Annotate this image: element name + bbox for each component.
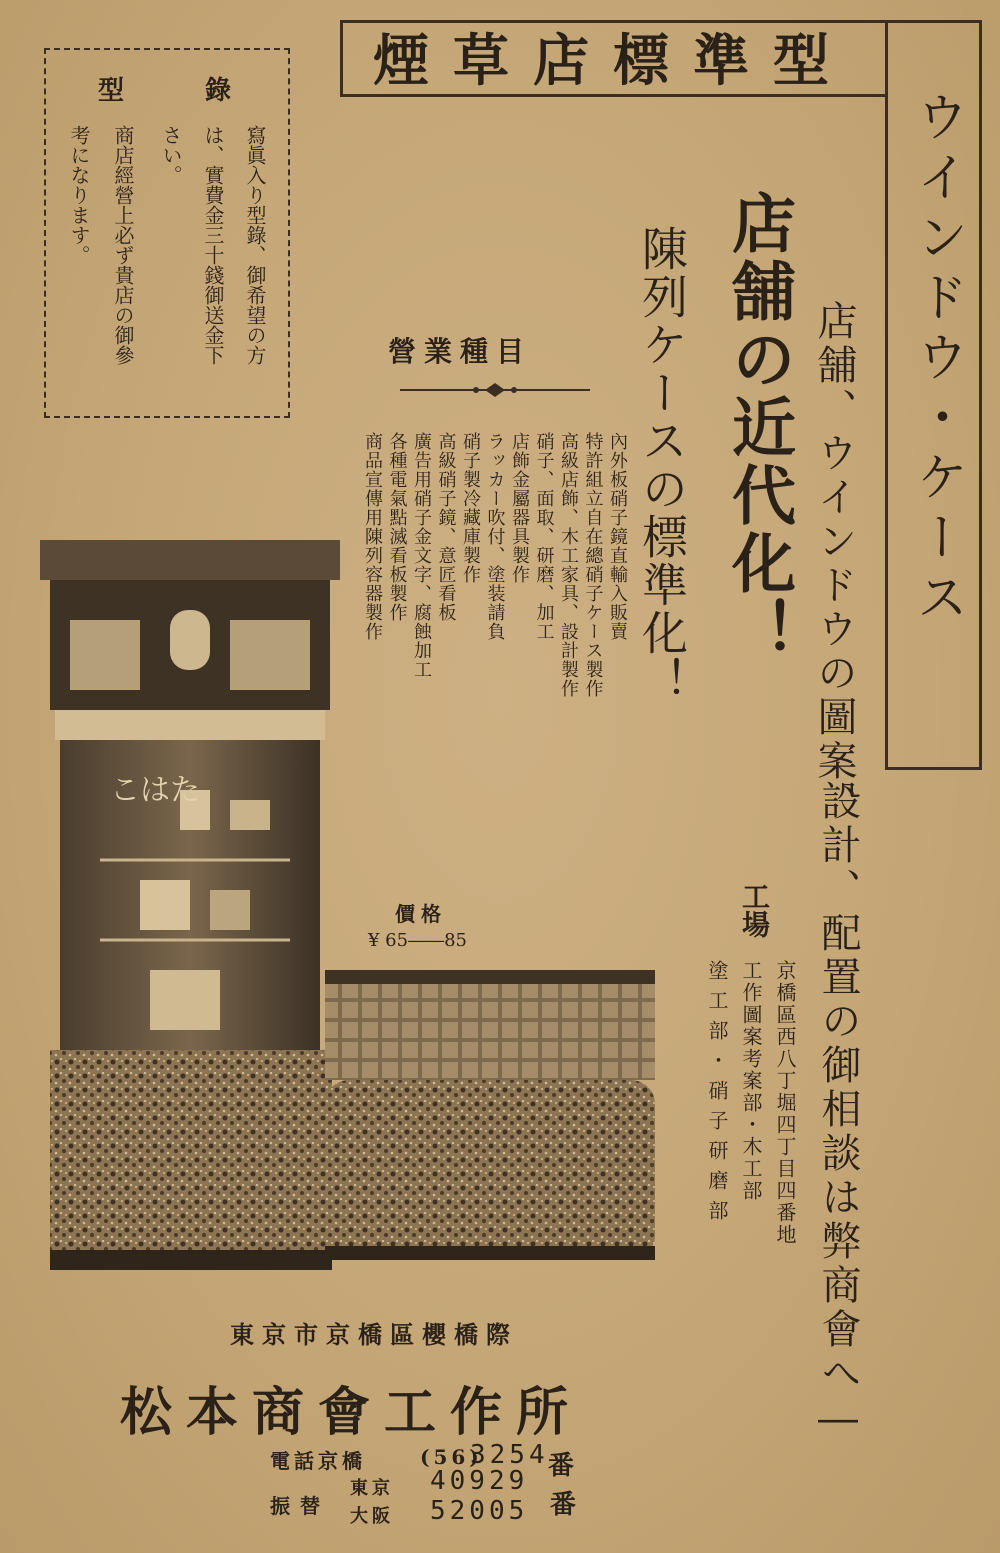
- shop-sign-text: こはた: [110, 773, 200, 808]
- ornament-divider: [400, 378, 590, 402]
- business-item: 商品宣傳用陳列容器製作: [362, 432, 383, 641]
- catalog-line-2: は、實費金三十錢御送金下: [201, 125, 225, 365]
- transfer-number-tokyo: 40929: [430, 1466, 529, 1496]
- transfer-suffix: 番: [550, 1490, 581, 1520]
- phone-suffix: 番: [548, 1451, 579, 1481]
- transfer-city-osaka: 大阪: [350, 1506, 394, 1527]
- business-item: 高級店飾、木工家具、設計製作: [558, 432, 579, 698]
- factory-line-1: 京橋區西八丁堀四丁目四番地: [773, 960, 797, 1246]
- price-value: ¥ 65――85: [368, 930, 467, 951]
- phone-exchange: (56): [420, 1445, 483, 1469]
- catalog-heading-2: 錄: [205, 76, 232, 106]
- transfer-city-tokyo: 東京: [350, 1478, 394, 1499]
- counter-base: [325, 1080, 655, 1260]
- business-item: 店飾金屬器具製作: [509, 432, 530, 584]
- transfer-label: 振替: [270, 1494, 330, 1518]
- main-title: 煙草店標準型: [373, 28, 853, 94]
- business-item: ラッカー吹付、塗装請負: [484, 432, 506, 641]
- business-item: 廣告用硝子金文字、腐蝕加工: [411, 432, 432, 679]
- display-case-illustration: [40, 540, 670, 1280]
- catalog-line-4: 商店經營上必ず貴店の御參: [111, 125, 135, 365]
- subheadline: 陳列ケースの標準化！: [635, 225, 689, 705]
- business-item: 高級硝子鏡、意匠看板: [435, 432, 457, 622]
- title-frame-bottom: [340, 94, 885, 97]
- factory-label: 工場: [738, 882, 771, 938]
- side-title: ウインドウ・ケース: [907, 90, 967, 630]
- business-heading: 營業種目: [388, 335, 533, 368]
- headline: 店舗の近代化！: [721, 190, 796, 666]
- consult-line-2: 設計、配置の御相談は弊商會へ―: [815, 780, 861, 1446]
- phone-label: 電話京橋: [270, 1449, 366, 1473]
- transfer-number-osaka: 52005: [430, 1496, 529, 1526]
- catalog-line-3: さい。: [159, 125, 183, 185]
- tall-case-base: [50, 1050, 332, 1260]
- phone-number: 3254: [470, 1440, 549, 1470]
- business-item: 各種電氣點滅看板製作: [386, 432, 408, 622]
- title-frame-left: [340, 20, 343, 97]
- business-item: 硝子、面取、研磨、加工: [533, 432, 555, 641]
- price-label: 價格: [395, 902, 447, 926]
- company-name: 松本商會工作所: [120, 1382, 583, 1443]
- catalog-line-5: 考になります。: [67, 125, 91, 265]
- counter-glass: [325, 980, 655, 1080]
- catalog-heading-1: 型: [98, 76, 125, 106]
- tall-case-valance: [55, 710, 325, 740]
- factory-line-2: 工作圖案考案部・木工部: [739, 960, 763, 1202]
- company-address: 東京市京橋區櫻橋際: [230, 1320, 518, 1349]
- business-item: 特許組立自在總硝子ケース製作: [582, 432, 604, 698]
- business-item: 內外板硝子鏡直輸入販賣: [607, 432, 628, 641]
- catalog-line-1: 寫眞入り型錄、御希望の方: [243, 125, 267, 365]
- title-frame-top: [340, 20, 885, 23]
- business-item: 硝子製冷藏庫製作: [460, 432, 481, 584]
- tall-case-cornice: [40, 540, 340, 580]
- factory-line-3: 塗工部・硝子研磨部: [705, 960, 729, 1230]
- consult-line-1: 店舗、ウインドウの圖案、: [811, 300, 857, 828]
